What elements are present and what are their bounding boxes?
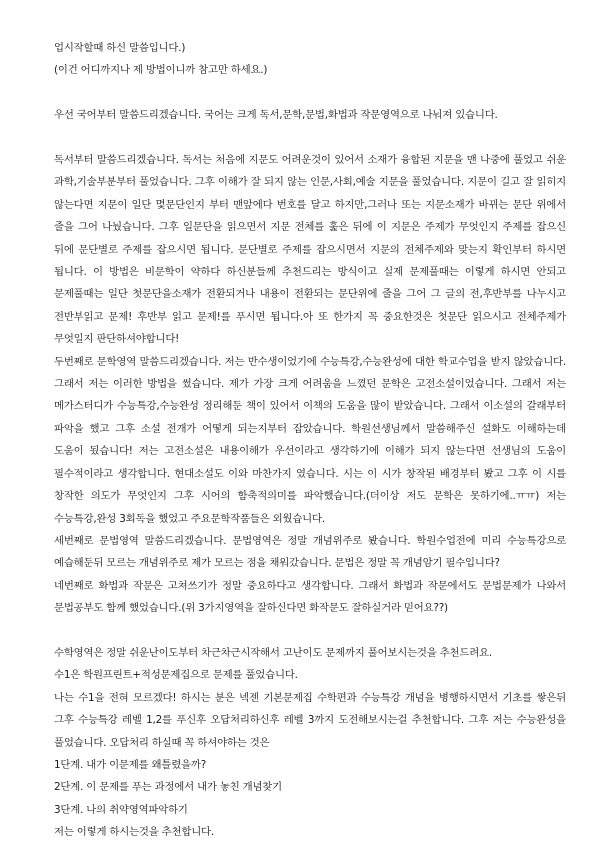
math-su1-line: 수1은 학원프린트+적성문제집으로 문제를 풀었습니다. (54, 669, 298, 682)
spacer (54, 620, 566, 642)
math-su1-advice-paragraph: 나는 수1을 전혀 모르겠다! 하시는 분은 넥젠 기본문제집 수학편과 수능특강 개념을 병행하시면서 기초를 쌓은뒤 그후 수능특강 레벨 1,2를 푸신후 오답처리하신후 레벨 3까지 도전해보시는걸 추천합니다. 그후 저는 수능완성을 풀었습니다. 오답처리 하실때 꼭 하셔야하는 것은 (54, 691, 566, 749)
spacer (54, 127, 566, 149)
math-intro-paragraph: 수학영역은 정말 쉬운난이도부터 차근차근시작해서 고난이도 문제까지 풀어보시는것을 추천드려요. (54, 646, 492, 659)
korean-overview-paragraph: 우선 국어부터 말씀드리겠습니다. 국어는 크게 독서,문학,문법,화법과 작문영역으로 나눠져 있습니다. (54, 109, 498, 122)
step-1-line: 1단계. 내가 이문제를 왜틀렸을까? (54, 758, 207, 771)
document-body (54, 37, 566, 844)
step-2-line: 2단계. 이 문제를 푸는 과정에서 내가 놓친 개념찾기 (54, 781, 282, 794)
spacer (54, 82, 566, 104)
reading-section-paragraph: 독서부터 말씀드리겠습니다. 독서는 처음에 지문도 어려운것이 있어서 소재가 융합된 지문을 맨 나중에 풀었고 쉬운 과학,기술부분부터 풀었습니다. 그후 이해가 잘 되지 않는 인문,사회,예술 지문을 풀었습니다. 지문이 길고 잘 읽히지 않는다면 지문이 일단 몇문단인지 부터 맨앞에다 번호를 달고 하지만,그러나 또는 지문소재가 바뀌는 문단 위에서 줄을 그어 나눴습니다. 그후 일문단을 읽으면서 지문 전체를 훑은 뒤에 이 지문은 주제가 무엇인지 주제를 잡으신 뒤에 문단별로 주제를 잡으시면 됩니다. 문단별로 주제를 잡으시면서 지문의 전체주제와 맞는지 확인부터 하시면 됩니다. 이 방법은 비문학이 약하다 하신분들께 추천드리는 방식이고 실제 문제풀때는 이렇게 하시면 안되고 문제풀때는 일단 첫문단을소재가 전환되거나 내용이 전환되는 문단위에 줄을 그어 그 글의 전,후반부를 나누시고 전반부읽고 문제! 후반부 읽고 문제!를 푸시면 됩니다.아 또 한가지 꼭 중요한것은 첫문단 읽으시고 전체주제가 무엇일지 판단하셔야합니다! (54, 154, 566, 346)
grammar-section-paragraph: 세번째로 문법영역 말씀드리겠습니다. 문법영역은 정말 개념위주로 봤습니다. 학원수업전에 미리 수능특강으로 예습해둔뒤 모르는 개념위주로 제가 모르는 점을 채워갔습니다. 문법은 정말 꼭 개념암기 필수입니다? (54, 534, 566, 570)
step-3-line: 3단계. 나의 취약영역파악하기 (54, 803, 188, 816)
intro-line-1: 업시작할때 하신 말씀입니다.) (54, 42, 186, 54)
speech-writing-section-paragraph: 네번째로 화법과 작문은 고쳐쓰기가 정말 중요하다고 생각합니다. 그래서 화법과 작문에서도 문법문제가 나와서 문법공부도 함께 했었습니다.(위 3가지영역을 잘하신다면 화작문도 잘하실거라 믿어요??) (54, 579, 566, 615)
literature-section-paragraph: 두번째로 문학영역 말씀드리겠습니다. 저는 반수생이었기에 수능특강,수능완성에 대한 학교수업을 받지 않았습니다. 그래서 저는 이러한 방법을 썼습니다. 제가 가장 크게 어려움을 느꼈던 문학은 고전소설이었습니다. 그래서 저는 메가스터디가 수능특강,수능완성 정리해둔 책이 있어서 이책의 도움을 많이 받았습니다. 그래서 이소설의 갈래부터 파악을 했고 그후 소설 전개가 어떻게 되는지부터 잡았습니다. 학원선생님께서 말씀해주신 설화도 이해하는데 도움이 됬습니다! 저는 고전소설은 내용이해가 우선이라고 생각하기에 이해가 되지 않는다면 선생님의 도움이 필수적이라고 생각합니다. 현대소설도 이와 마찬가지 였습니다. 시는 이 시가 창작된 배경부터 봤고 그후 이 시를 창작한 의도가 무엇인지 그후 시어의 함축적의미를 파악했습니다.(더이상 저도 문학은 못하기에..ㅠㅠ) 저는 수능특강,완성 3회독을 했었고 주요문학작품들은 외웠습니다. (54, 355, 566, 525)
intro-line-2: (이건 어디까지나 제 방법이니까 참고만 하세요.) (54, 64, 268, 77)
closing-line: 저는 이렇게 하시는것을 추천합니다. (54, 826, 214, 839)
